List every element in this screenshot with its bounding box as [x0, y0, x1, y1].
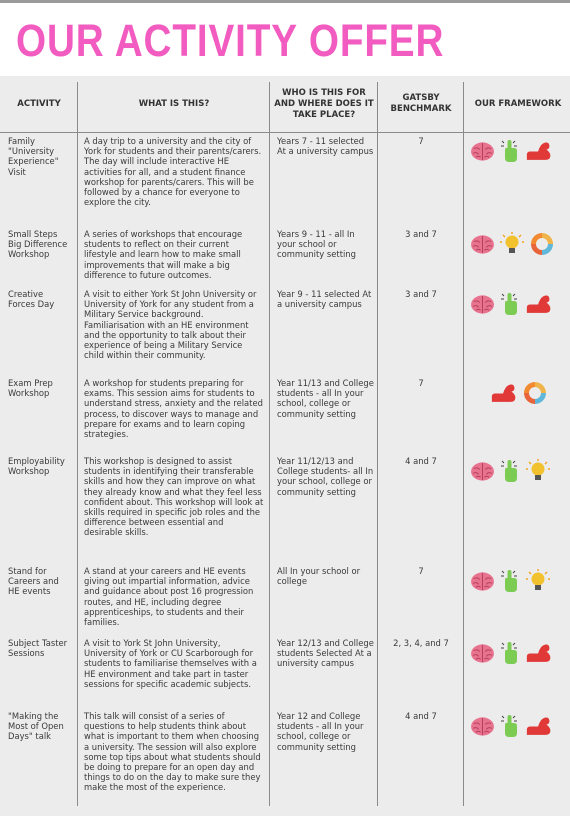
header-who: WHO IS THIS FOR AND WHERE DOES IT TAKE PLACE? [274, 87, 374, 120]
activity-name: "Making the Most of Open Days" talk [8, 711, 64, 742]
column-divider [77, 82, 78, 806]
activity-name: Exam Prep Workshop [8, 378, 53, 399]
cycle-ring-icon [529, 231, 555, 257]
header-divider [0, 132, 570, 133]
activity-description: A visit to either York St John University or University of York for any student from a Military Service background. Familiarisation with an HE environment and the opportunity to talk about their experience of being a Military Service child within their community. [84, 289, 257, 361]
audience-location: Year 9 - 11 selected At a university campus [277, 289, 372, 310]
gatsby-benchmark: 3 and 7 [405, 229, 437, 239]
column-divider [269, 82, 270, 806]
activity-name: Stand for Careers and HE events [8, 566, 59, 597]
flexed-arm-icon [525, 716, 553, 737]
pointing-hand-icon [499, 713, 521, 739]
framework-icons [470, 291, 570, 317]
page-title: OUR ACTIVITY OFFER [16, 15, 445, 66]
gatsby-benchmark: 7 [418, 136, 424, 146]
gatsby-benchmark: 4 and 7 [405, 456, 437, 466]
brain-icon [470, 716, 495, 737]
pointing-hand-icon [499, 568, 521, 594]
brain-icon [470, 461, 495, 482]
top-border-line [0, 0, 570, 3]
gatsby-benchmark: 7 [418, 378, 424, 388]
framework-icons [470, 568, 570, 594]
flexed-arm-icon [525, 294, 553, 315]
pointing-hand-icon [499, 640, 521, 666]
audience-location: Years 9 - 11 - all In your school or community setting [277, 229, 356, 260]
framework-icons [470, 640, 570, 666]
lightbulb-icon [525, 458, 551, 484]
activity-name: Small Steps Big Difference Workshop [8, 229, 68, 260]
audience-location: All In your school or college [277, 566, 361, 587]
activity-name: Creative Forces Day [8, 289, 55, 310]
gatsby-benchmark: 3 and 7 [405, 289, 437, 299]
activity-name: Employability Workshop [8, 456, 65, 477]
audience-location: Year 12 and College students - all In your school, college or community setting [277, 711, 364, 752]
pointing-hand-icon [499, 458, 521, 484]
activity-name: Family "University Experience" Visit [8, 136, 59, 177]
gatsby-benchmark: 4 and 7 [405, 711, 437, 721]
audience-location: Year 11/13 and College students - all In your school, college or community setting [277, 378, 374, 419]
activity-description: A stand at your careers and HE events giving out impartial information, advice and guidance about post 16 progression routes, and HE, including degree apprenticeships, to students and their families. [84, 566, 254, 628]
gatsby-benchmark: 2, 3, 4, and 7 [393, 638, 449, 648]
activity-table [0, 76, 570, 816]
gatsby-benchmark: 7 [418, 566, 424, 576]
brain-icon [470, 141, 495, 162]
column-divider [377, 82, 378, 806]
header-gatsby: GATSBY BENCHMARK [390, 93, 452, 114]
lightbulb-icon [499, 231, 525, 257]
audience-location: Year 12/13 and College students Selected At a university campus [277, 638, 374, 669]
audience-location: Year 11/12/13 and College students- all In your school, college or community setting [277, 456, 374, 497]
framework-icons [470, 231, 570, 257]
framework-icons [470, 138, 570, 164]
flexed-arm-icon [525, 141, 553, 162]
pointing-hand-icon [499, 138, 521, 164]
pointing-hand-icon [499, 291, 521, 317]
lightbulb-icon [525, 568, 551, 594]
flexed-arm-icon [490, 383, 518, 404]
activity-description: A series of workshops that encourage students to reflect on their current lifestyle and learn how to make small improvements that will make a big difference to future outcomes. [84, 229, 243, 280]
header-what: WHAT IS THIS? [138, 98, 210, 109]
brain-icon [470, 294, 495, 315]
brain-icon [470, 643, 495, 664]
audience-location: Years 7 - 11 selected At a university campus [277, 136, 374, 157]
brain-icon [470, 571, 495, 592]
flexed-arm-icon [525, 643, 553, 664]
activity-description: A visit to York St John University, University of York or CU Scarborough for students to familiarise themselves with a HE environment and take part in taster sessions for specific academic subjects. [84, 638, 257, 689]
brain-icon [470, 234, 495, 255]
activity-description: This workshop is designed to assist students in identifying their transferable skills and how they can improve on what they already know and what they feel less confident about. This workshop will look at skills required in specific job roles and the difference between essential and desirable skills. [84, 456, 264, 538]
activity-name: Subject Taster Sessions [8, 638, 68, 659]
activity-description: This talk will consist of a series of questions to help students think about what is important to them when choosing a university. The session will also explore some top tips about what students should be doing to prepare for an open day and things to do on the day to make sure they make the most of the experience. [84, 711, 261, 793]
header-activity: ACTIVITY [17, 98, 61, 109]
framework-icons [490, 380, 570, 406]
activity-description: A day trip to a university and the city of York for students and their parents/carers. The day will include interactive HE activities for all, and a student finance workshop for parents/carers. This will be followed by a chance for everyone to explore the city. [84, 136, 262, 208]
cycle-ring-icon [522, 380, 548, 406]
framework-icons [470, 713, 570, 739]
framework-icons [470, 458, 570, 484]
column-divider [463, 82, 464, 806]
activity-description: A workshop for students preparing for exams. This session aims for students to understand stress, anxiety and the related process, to discover ways to manage and prepare for exams and to learn coping strategies. [84, 378, 263, 440]
header-framework: OUR FRAMEWORK [474, 98, 562, 109]
